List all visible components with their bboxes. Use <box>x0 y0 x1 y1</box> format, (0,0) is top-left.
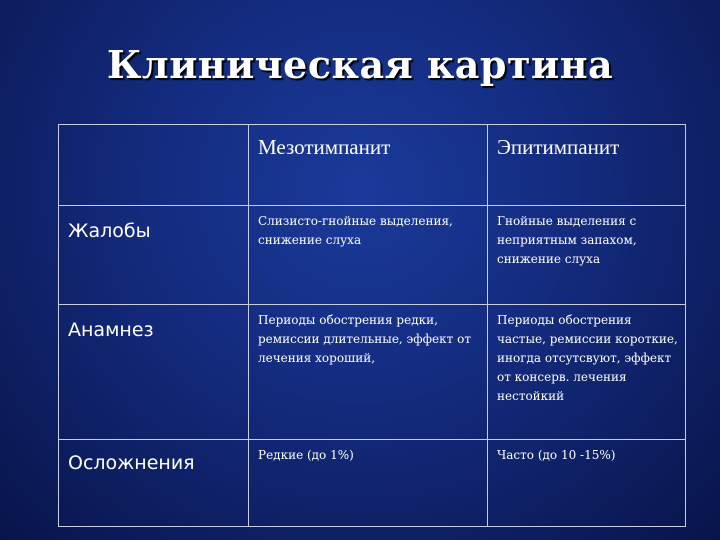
row-label-complaints: Жалобы <box>68 220 151 242</box>
table-cell <box>488 206 686 305</box>
slide-title: Клиническая картина <box>106 42 614 87</box>
anamnesis-epi-text: Периоды обострения частые, ремиссии короткие, иногда отсутсвуют, эффект от консерв. лечения нестойкий <box>497 313 678 403</box>
header-corner-cell <box>59 125 249 206</box>
table-row-complications <box>59 440 686 527</box>
row-label-cell <box>59 305 249 440</box>
table-cell <box>249 206 488 305</box>
complications-epi-text: Часто (до 10 -15%) <box>497 448 616 462</box>
row-label-cell <box>59 440 249 527</box>
header-cell-mesotympanitis <box>249 125 488 206</box>
comparison-table <box>58 124 686 527</box>
table-cell <box>249 305 488 440</box>
complaints-epi-text: Гнойные выделения с неприятным запахом, снижение слуха <box>497 214 637 266</box>
table-row-anamnesis <box>59 305 686 440</box>
row-label-complications: Осложнения <box>68 452 195 474</box>
header-cell-epitympanitis <box>488 125 686 206</box>
complications-meso-text: Редкие (до 1%) <box>258 448 354 462</box>
table-cell <box>249 440 488 527</box>
table-row-complaints <box>59 206 686 305</box>
table-cell <box>488 440 686 527</box>
header-label-epitympanitis: Эпитимпанит <box>497 135 620 159</box>
table-cell <box>488 305 686 440</box>
table-header-row <box>59 125 686 206</box>
row-label-anamnesis: Анамнез <box>68 319 154 341</box>
anamnesis-meso-text: Периоды обострения редки, ремиссии длительные, эффект от лечения хороший, <box>258 313 471 365</box>
complaints-meso-text: Слизисто-гнойные выделения, снижение слуха <box>258 214 453 247</box>
header-label-mesotympanitis: Мезотимпанит <box>258 135 391 159</box>
row-label-cell <box>59 206 249 305</box>
